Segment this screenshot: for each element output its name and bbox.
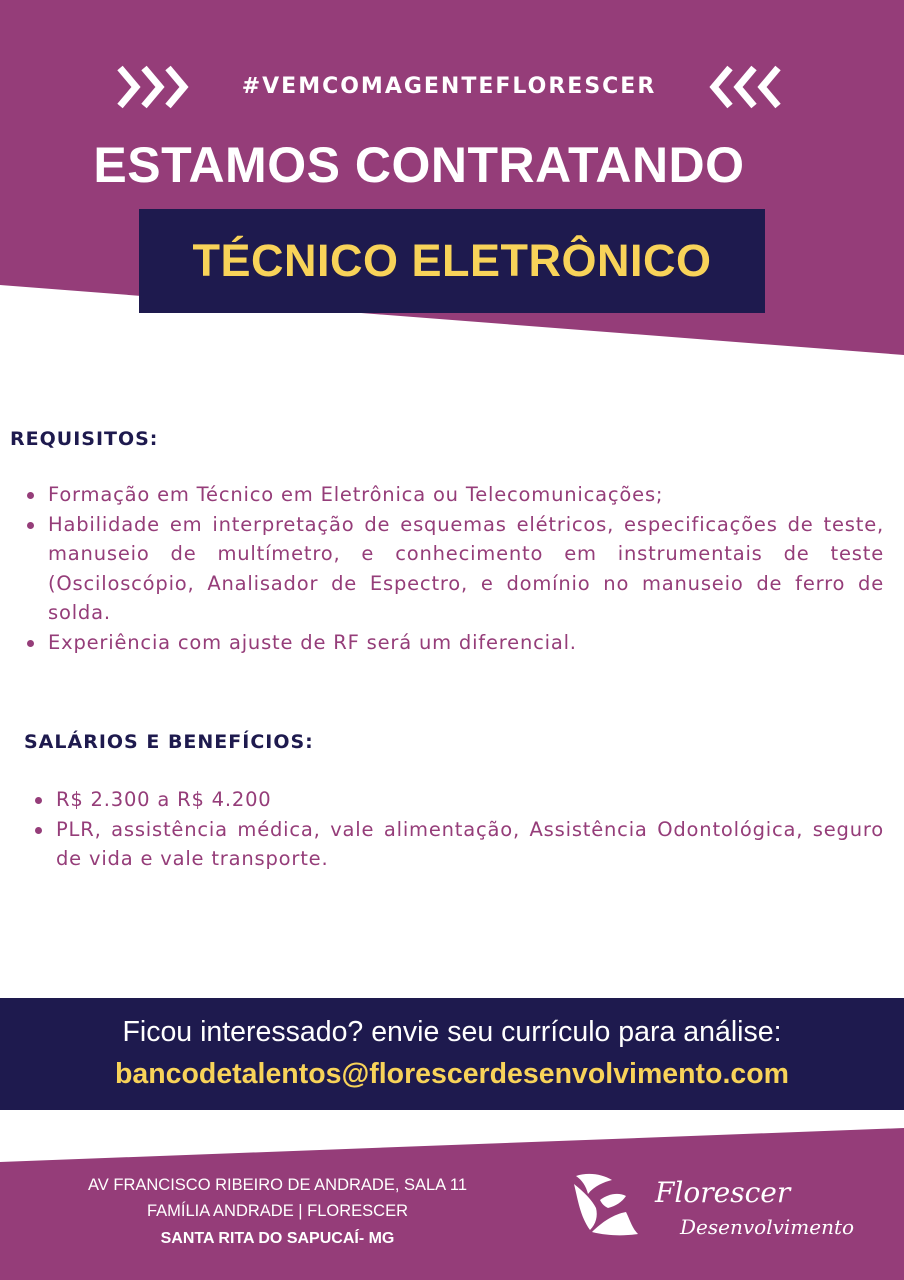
list-item: Formação em Técnico em Eletrônica ou Telecomunicações; xyxy=(24,480,884,510)
benefits-title: SALÁRIOS E BENEFÍCIOS: xyxy=(24,731,314,753)
job-title-box xyxy=(139,209,765,313)
benefits-list xyxy=(32,785,884,874)
florescer-logo-icon xyxy=(568,1170,648,1240)
cta-text: Ficou interessado? envie seu currículo para análise: xyxy=(122,1016,782,1048)
logo-subtitle: Desenvolvimento xyxy=(680,1215,855,1239)
address-line-1: AV FRANCISCO RIBEIRO DE ANDRADE, SALA 11 xyxy=(88,1176,467,1194)
chevrons-left-icon xyxy=(706,64,786,110)
address-line-2: FAMÍLIA ANDRADE | FLORESCER xyxy=(146,1202,409,1220)
requirements-title: REQUISITOS: xyxy=(10,428,159,450)
list-item: Experiência com ajuste de RF será um diferencial. xyxy=(24,628,884,658)
list-item: PLR, assistência médica, vale alimentação, Assistência Odontológica, seguro de vida e vale transporte. xyxy=(32,815,884,874)
hashtag: #VEMCOMAGENTEFLORESCER xyxy=(241,74,657,99)
list-item: R$ 2.300 a R$ 4.200 xyxy=(32,785,884,815)
cta-band xyxy=(0,998,904,1110)
headline: ESTAMOS CONTRATANDO xyxy=(93,137,745,193)
address-line-3: SANTA RITA DO SAPUCAÍ- MG xyxy=(160,1230,395,1247)
list-item: Habilidade em interpretação de esquemas elétricos, especificações de teste, manuseio de multímetro, e conhecimento em instrumentais de teste (Osciloscópio, Analisador de Espectro, e domínio no manuseio de ferro de solda. xyxy=(24,510,884,628)
contact-email[interactable]: bancodetalentos@florescerdesenvolvimento.com xyxy=(115,1058,789,1090)
requirements-list xyxy=(24,480,884,657)
job-title: TÉCNICO ELETRÔNICO xyxy=(192,235,712,286)
logo-name: Florescer xyxy=(655,1176,791,1209)
